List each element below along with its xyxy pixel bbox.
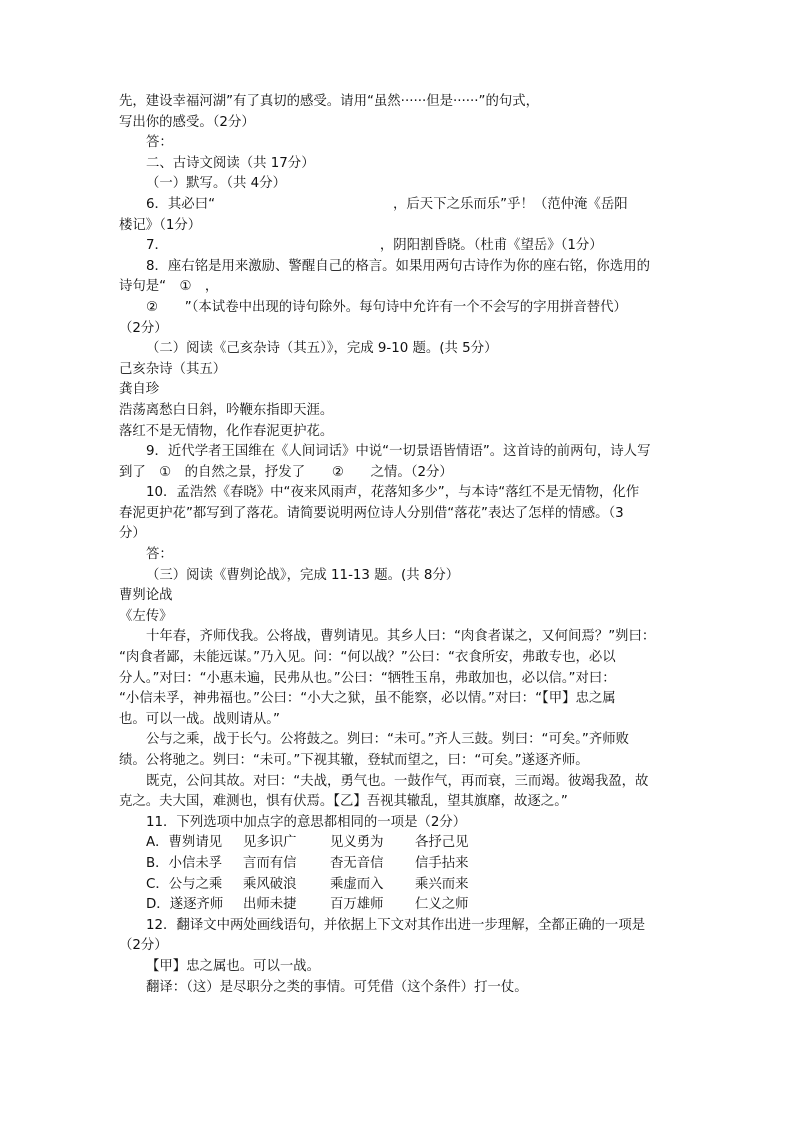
q6-end: ，后天下之乐而乐”乎！（范仲淹《岳阳: [393, 196, 628, 212]
option-text: 各抒己见: [415, 835, 469, 851]
option-text: 杳无音信: [330, 855, 384, 871]
q5-answer-label: 答：: [146, 135, 173, 151]
option-text: 言而有信: [243, 855, 297, 871]
poem-title: 己亥杂诗（其五）: [119, 361, 227, 377]
q6-line2: 楼记》（1分）: [119, 217, 202, 233]
sub3-title: （三）阅读《曹刿论战》，完成 11-13 题。(共 8分）: [146, 567, 460, 583]
q10-line1: 10．孟浩然《春晓》中“夜来风雨声，花落知多少”，与本诗“落红不是无情物，化作: [146, 485, 640, 501]
q11-stem: 11．下列选项中加点字的意思都相同的一项是（2分）: [146, 814, 467, 830]
para1-line3: 分人。”对曰：“小惠未遍，民弗从也。”公曰：“牺牲玉帛，弗敢加也，必以信。”对曰：: [119, 670, 616, 686]
option-text: 见义勇为: [330, 835, 384, 851]
q5-line1: 先，建设幸福河湖”有了真切的感受。请用“虽然······但是······”的句式，: [119, 94, 540, 109]
para1-line5: 也。可以一战。战则请从。”: [119, 711, 280, 727]
option-text: A．曹刿请见: [146, 835, 223, 851]
q6-start: 6．其必曰“: [146, 196, 216, 212]
q11-option-a[interactable]: [119, 833, 679, 854]
q9-line1: 9．近代学者王国维在《人间词话》中说“一切景语皆情语”。这首诗的前两句，诗人写: [146, 444, 651, 460]
q5-line2: 写出你的感受。（2分）: [119, 114, 255, 130]
option-text: D．遂逐齐师: [146, 897, 224, 913]
poem-line2: 落红不是无情物，化作春泥更护花。: [119, 423, 334, 439]
q11-option-c[interactable]: [119, 875, 679, 896]
sub2-title: （二）阅读《己亥杂诗（其五）》，完成 9-10 题。(共 5分）: [146, 341, 498, 357]
q11-option-b[interactable]: [119, 854, 679, 875]
option-text: 乘虚而入: [330, 876, 384, 892]
q12-jia-sentence: 【甲】忠之属也。可以一战。: [146, 958, 321, 974]
q12-translation: 翻译：（这）是尽职分之类的事情。可凭借（这个条件）打一仗。: [146, 979, 528, 995]
option-text: 乘兴而来: [415, 876, 469, 892]
poem-line1: 浩荡离愁白日斜，吟鞭东指即天涯。: [119, 402, 334, 418]
q8-line1: 8．座右铭是用来激励、警醒自己的格言。如果用两句古诗作为你的座右铭，你选用的: [146, 258, 650, 274]
option-text: 见多识广: [243, 835, 297, 851]
q7-line: [119, 236, 679, 257]
q7-end: ，阴阳割昏晓。（杜甫《望岳》（1分）: [379, 238, 603, 254]
q12-line1: 12．翻译文中两处画线语句，并依据上下文对其作出进一步理解，全都正确的一项是: [146, 917, 646, 933]
q10-line2: 春泥更护花”都写到了落花。请简要说明两位诗人分别借“落花”表达了怎样的情感。（3: [119, 505, 624, 521]
q8-line2: 诗句是“ ① ，: [119, 279, 219, 295]
text-title: 曹刿论战: [119, 588, 173, 604]
q8-line3: ② ”（本试卷中出现的诗句除外。每句诗中允许有一个不会写的字用拼音替代）: [146, 299, 627, 315]
para1-line1: 十年春，齐师伐我。公将战，曹刿请见。其乡人曰：“肉食者谋之，又何间焉？”刿曰：: [146, 629, 656, 645]
option-text: 信手拈来: [415, 855, 469, 871]
option-text: 百万雄师: [330, 897, 384, 913]
para1-line4: “小信未孚，神弗福也。”公曰：“小大之狱，虽不能察，必以情。”对曰：“【甲】忠之属: [119, 691, 616, 707]
section2-sub1-title: （一）默写。（共 4分）: [146, 176, 286, 192]
para2-line2: 绩。公将驰之。刿曰：“未可。”下视其辙，登轼而望之，曰：“可矣。”遂逐齐师。: [119, 753, 589, 768]
option-text: 出师未捷: [243, 897, 297, 913]
q10-line3: 分）: [119, 526, 146, 542]
option-text: B．小信未孚: [146, 855, 223, 871]
exam-page: [119, 92, 679, 998]
q8-line4: （2分）: [119, 320, 168, 336]
option-text: 乘风破浪: [243, 876, 297, 892]
poem-author: 龚自珍: [119, 382, 160, 398]
para1-line2: “肉食者鄙，未能远谋。”乃入见。问：“何以战？”公曰：“衣食所安，弗敢专也，必以: [119, 650, 616, 666]
para3-line2: 克之。夫大国，难测也，惧有伏焉。【乙】吾视其辙乱，望其旗靡，故逐之。”: [119, 794, 568, 810]
para2-line1: 公与之乘，战于长勺。公将鼓之。刿曰：“未可。”齐人三鼓。刿曰：“可矣。”齐师败: [146, 732, 630, 748]
q9-line2: 到了 ① 的自然之景，抒发了 ② 之情。（2分）: [119, 464, 453, 480]
q11-option-d[interactable]: [119, 895, 679, 916]
q12-line2: （2分）: [119, 938, 168, 954]
section2-title: 二、古诗文阅读（共 17分）: [146, 155, 315, 171]
q10-answer-label: 答：: [146, 547, 173, 563]
option-text: C．公与之乘: [146, 876, 223, 892]
q7-start: 7．: [146, 238, 168, 254]
option-text: 仁义之师: [415, 897, 469, 913]
para3-line1: 既克，公问其故。对曰：“夫战，勇气也。一鼓作气，再而衰，三而竭。彼竭我盈，故: [146, 773, 649, 789]
text-source: 《左传》: [119, 608, 173, 624]
q6-line1: [119, 195, 679, 216]
